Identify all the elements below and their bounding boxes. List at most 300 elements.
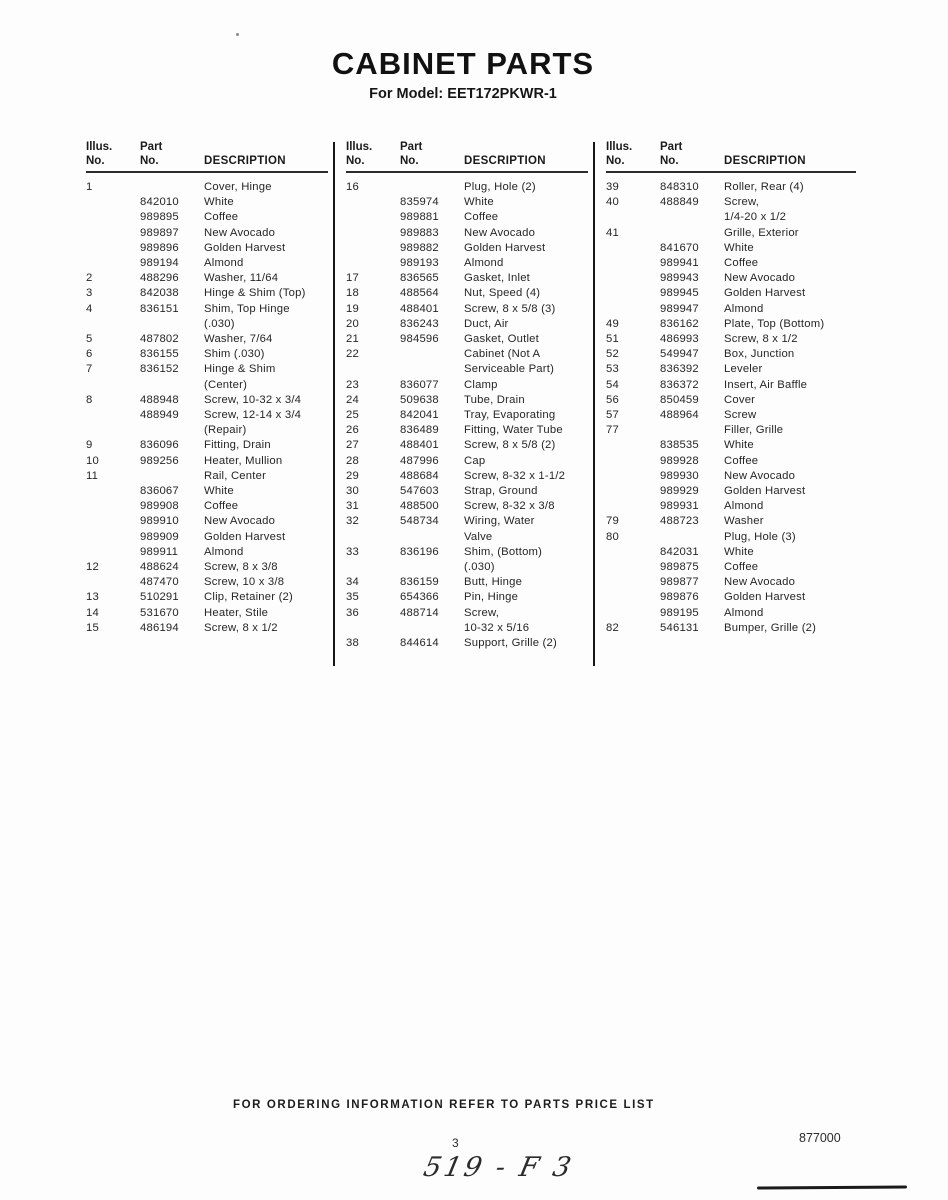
- table-row: [86, 438, 328, 453]
- illus-cell: [86, 545, 140, 560]
- table-row: [86, 195, 328, 210]
- table-row: [346, 362, 588, 377]
- part-cell: 488624: [140, 561, 179, 574]
- illus-cell: [606, 499, 660, 514]
- desc-cell: 1/4-20 x 1/2: [724, 211, 787, 224]
- handwritten-note: 519 - F 3: [420, 1152, 577, 1183]
- table-row: [606, 545, 856, 560]
- parts-column-1: [86, 140, 328, 636]
- part-cell: 488684: [400, 469, 439, 482]
- part-cell: 989256: [140, 454, 179, 467]
- column-rows: [86, 173, 328, 636]
- part-cell: 989943: [660, 272, 699, 285]
- illus-cell: [606, 454, 660, 469]
- illus-cell: 33: [346, 545, 359, 558]
- part-no-header: [660, 140, 724, 168]
- illus-cell: [606, 271, 660, 286]
- part-cell: [400, 362, 464, 377]
- table-row: [606, 530, 856, 545]
- desc-cell: Box, Junction: [724, 348, 795, 361]
- table-row: [606, 499, 856, 514]
- table-row: [86, 226, 328, 241]
- table-row: [606, 514, 856, 529]
- table-row: [86, 514, 328, 529]
- illus-header-line2: No.: [86, 155, 105, 167]
- part-cell: 835974: [400, 196, 439, 209]
- table-row: [346, 438, 588, 453]
- illus-cell: [86, 514, 140, 529]
- table-row: [86, 362, 328, 377]
- illus-cell: [86, 226, 140, 241]
- doc-number: 877000: [799, 1131, 841, 1145]
- part-cell: 836243: [400, 317, 439, 330]
- illus-cell: 22: [346, 348, 359, 361]
- illus-cell: 16: [346, 181, 359, 193]
- illus-cell: [606, 590, 660, 605]
- table-row: [346, 195, 588, 210]
- table-row: [346, 469, 588, 484]
- part-cell: [400, 347, 464, 362]
- illus-cell: 53: [606, 363, 619, 376]
- desc-cell: Shim (.030): [204, 348, 265, 361]
- desc-cell: Screw,: [464, 606, 500, 619]
- desc-cell: Fitting, Water Tube: [464, 424, 563, 437]
- desc-cell: Valve: [464, 530, 493, 543]
- illus-cell: 20: [346, 317, 359, 330]
- part-header-line2: No.: [140, 155, 159, 167]
- table-row: [606, 241, 856, 256]
- table-row: [606, 423, 856, 438]
- part-cell: 989877: [660, 576, 699, 589]
- desc-cell: Cover: [724, 393, 756, 406]
- desc-cell: Nut, Speed (4): [464, 287, 541, 300]
- part-cell: [660, 423, 724, 438]
- table-row: [86, 545, 328, 560]
- desc-cell: White: [724, 241, 754, 254]
- desc-cell: Screw, 8 x 5/8 (3): [464, 302, 556, 315]
- page-title: CABINET PARTS: [331, 46, 595, 81]
- desc-cell: 10-32 x 5/16: [464, 621, 530, 634]
- illus-cell: 12: [86, 561, 99, 574]
- table-row: [86, 575, 328, 590]
- desc-cell: Screw, 12-14 x 3/4: [204, 409, 302, 422]
- part-cell: [400, 180, 464, 195]
- part-cell: 488401: [400, 302, 439, 315]
- part-cell: 836155: [140, 348, 179, 361]
- column-header: [346, 140, 588, 173]
- desc-cell: Tube, Drain: [464, 393, 525, 406]
- illus-header-line1: Illus.: [606, 141, 633, 153]
- desc-cell: Bumper, Grille (2): [724, 621, 817, 634]
- table-row: [606, 332, 856, 347]
- part-cell: 654366: [400, 591, 439, 604]
- illus-cell: 24: [346, 393, 359, 406]
- part-cell: 989895: [140, 211, 179, 224]
- desc-cell: New Avocado: [724, 469, 796, 482]
- illus-cell: 19: [346, 302, 359, 315]
- desc-cell: Golden Harvest: [464, 241, 546, 254]
- table-row: [86, 180, 328, 195]
- table-row: [346, 514, 588, 529]
- illus-cell: 8: [86, 393, 93, 406]
- desc-cell: Fitting, Drain: [204, 439, 271, 452]
- part-no-header: [140, 140, 204, 168]
- part-cell: 842031: [660, 545, 699, 558]
- illus-cell: [346, 195, 400, 210]
- part-cell: 836489: [400, 424, 439, 437]
- desc-cell: Screw, 8 x 1/2: [204, 621, 278, 634]
- desc-cell: Screw, 8 x 1/2: [724, 333, 798, 346]
- table-row: [346, 393, 588, 408]
- part-cell: 836067: [140, 485, 179, 498]
- part-cell: 989929: [660, 485, 699, 498]
- desc-cell: Screw, 10 x 3/8: [204, 576, 285, 589]
- desc-cell: Plug, Hole (3): [724, 530, 796, 543]
- illus-header-line1: Illus.: [346, 141, 373, 153]
- part-cell: 848310: [660, 181, 699, 193]
- scan-artifact: [236, 33, 239, 36]
- desc-cell: Gasket, Outlet: [464, 333, 540, 346]
- illus-cell: [606, 469, 660, 484]
- part-header-line2: No.: [660, 155, 679, 167]
- table-row: [606, 362, 856, 377]
- part-cell: 488564: [400, 287, 439, 300]
- table-row: [346, 210, 588, 225]
- part-cell: 488949: [140, 409, 179, 422]
- table-row: [606, 302, 856, 317]
- table-row: [606, 590, 856, 605]
- desc-cell: New Avocado: [204, 515, 276, 528]
- part-cell: 989193: [400, 257, 439, 270]
- part-cell: [140, 423, 204, 438]
- illus-no-header: [346, 140, 400, 168]
- ordering-note: FOR ORDERING INFORMATION REFER TO PARTS PRICE LIST: [233, 1099, 655, 1111]
- illus-cell: 31: [346, 500, 359, 513]
- part-cell: [400, 621, 464, 636]
- illus-cell: [346, 560, 400, 575]
- illus-cell: 41: [606, 226, 619, 239]
- part-cell: 844614: [400, 637, 439, 650]
- illus-cell: 11: [86, 469, 99, 482]
- illus-cell: [606, 256, 660, 271]
- part-cell: 989881: [400, 211, 439, 224]
- part-cell: 989876: [660, 591, 699, 604]
- desc-cell: (Repair): [204, 424, 247, 437]
- illus-cell: [86, 256, 140, 271]
- illus-cell: [86, 575, 140, 590]
- part-cell: 488964: [660, 409, 699, 422]
- part-cell: 487996: [400, 454, 439, 467]
- illus-cell: [346, 621, 400, 636]
- desc-cell: Almond: [724, 500, 764, 513]
- illus-cell: [346, 241, 400, 256]
- table-row: [86, 408, 328, 423]
- table-row: [86, 606, 328, 621]
- model-subtitle: For Model: EET172PKWR-1: [369, 86, 557, 102]
- desc-cell: New Avocado: [724, 272, 796, 285]
- desc-cell: Heater, Stile: [204, 606, 269, 619]
- desc-cell: Support, Grille (2): [464, 637, 557, 650]
- illus-cell: 49: [606, 317, 619, 330]
- part-header-line2: No.: [400, 155, 419, 167]
- part-cell: 531670: [140, 606, 179, 619]
- illus-cell: 21: [346, 333, 359, 346]
- part-cell: 836096: [140, 439, 179, 452]
- illus-cell: 9: [86, 439, 93, 452]
- illus-cell: [86, 317, 140, 332]
- table-row: [606, 393, 856, 408]
- table-row: [346, 378, 588, 393]
- scan-line-artifact: [757, 1185, 907, 1189]
- illus-cell: [86, 423, 140, 438]
- illus-cell: [606, 575, 660, 590]
- illus-cell: 32: [346, 515, 359, 528]
- part-header-line1: Part: [660, 141, 683, 153]
- illus-header-line2: No.: [346, 155, 365, 167]
- table-row: [606, 469, 856, 484]
- part-cell: 989875: [660, 561, 699, 574]
- table-row: [606, 347, 856, 362]
- desc-cell: Insert, Air Baffle: [724, 378, 808, 391]
- table-row: [86, 210, 328, 225]
- column-divider: [333, 142, 335, 666]
- table-row: [346, 286, 588, 301]
- table-row: [86, 286, 328, 301]
- part-cell: 989911: [140, 545, 179, 558]
- table-row: [606, 210, 856, 225]
- part-cell: 836392: [660, 363, 699, 376]
- part-cell: 488500: [400, 500, 439, 513]
- illus-cell: [346, 362, 400, 377]
- desc-cell: Butt, Hinge: [464, 576, 523, 589]
- part-cell: 486993: [660, 333, 699, 346]
- illus-cell: 13: [86, 591, 99, 604]
- column-rows: [346, 173, 588, 651]
- table-row: [606, 575, 856, 590]
- parts-column-2: [346, 140, 588, 651]
- illus-cell: 57: [606, 409, 619, 422]
- illus-cell: 30: [346, 485, 359, 498]
- illus-cell: [86, 530, 140, 545]
- illus-cell: 15: [86, 621, 99, 634]
- table-row: [606, 606, 856, 621]
- desc-cell: Screw, 8 x 5/8 (2): [464, 439, 556, 452]
- part-cell: 836077: [400, 378, 439, 391]
- illus-cell: [606, 606, 660, 621]
- part-cell: 841670: [660, 241, 699, 254]
- illus-cell: [86, 241, 140, 256]
- desc-cell: Roller, Rear (4): [724, 181, 804, 193]
- desc-cell: Leveler: [724, 363, 763, 376]
- table-row: [86, 347, 328, 362]
- desc-cell: Heater, Mullion: [204, 454, 283, 467]
- table-row: [86, 484, 328, 499]
- part-cell: 838535: [660, 439, 699, 452]
- part-cell: 989945: [660, 287, 699, 300]
- desc-cell: White: [204, 485, 234, 498]
- part-cell: [660, 210, 724, 225]
- desc-cell: Golden Harvest: [724, 485, 806, 498]
- part-cell: 842010: [140, 196, 179, 209]
- illus-cell: 2: [86, 272, 93, 285]
- table-row: [606, 454, 856, 469]
- desc-cell: Coffee: [464, 211, 499, 224]
- table-row: [346, 484, 588, 499]
- illus-cell: [606, 438, 660, 453]
- desc-cell: Shim, (Bottom): [464, 545, 543, 558]
- table-row: [86, 393, 328, 408]
- table-row: [86, 590, 328, 605]
- desc-cell: Cover, Hinge: [204, 181, 272, 193]
- part-cell: 509638: [400, 393, 439, 406]
- desc-cell: (.030): [464, 561, 495, 574]
- desc-cell: Screw,: [724, 196, 760, 209]
- illus-cell: 5: [86, 333, 93, 346]
- table-row: [346, 256, 588, 271]
- table-row: [86, 378, 328, 393]
- illus-cell: 26: [346, 424, 359, 437]
- part-cell: 989930: [660, 469, 699, 482]
- illus-cell: 40: [606, 196, 619, 209]
- desc-cell: Almond: [204, 545, 244, 558]
- part-cell: 487802: [140, 333, 179, 346]
- desc-cell: Golden Harvest: [724, 591, 806, 604]
- illus-cell: 79: [606, 515, 619, 528]
- illus-cell: 35: [346, 591, 359, 604]
- table-row: [346, 454, 588, 469]
- illus-cell: 56: [606, 393, 619, 406]
- part-cell: 842038: [140, 287, 179, 300]
- desc-cell: Rail, Center: [204, 469, 267, 482]
- part-cell: 836162: [660, 317, 699, 330]
- table-row: [346, 332, 588, 347]
- table-row: [606, 560, 856, 575]
- desc-cell: Almond: [724, 302, 764, 315]
- table-row: [346, 499, 588, 514]
- desc-cell: Coffee: [204, 211, 239, 224]
- illus-cell: [606, 560, 660, 575]
- part-cell: 836565: [400, 272, 439, 285]
- illus-cell: [346, 226, 400, 241]
- desc-cell: Coffee: [724, 257, 759, 270]
- desc-cell: Filler, Grille: [724, 424, 784, 437]
- desc-cell: Screw, 8-32 x 3/8: [464, 500, 555, 513]
- part-cell: 989947: [660, 302, 699, 315]
- description-header: DESCRIPTION: [464, 155, 546, 167]
- part-cell: 984596: [400, 333, 439, 346]
- illus-cell: 23: [346, 378, 359, 391]
- table-row: [606, 621, 856, 636]
- part-cell: 836152: [140, 363, 179, 376]
- part-cell: 488714: [400, 606, 439, 619]
- table-row: [346, 545, 588, 560]
- part-cell: 488296: [140, 272, 179, 285]
- part-cell: 548734: [400, 515, 439, 528]
- part-cell: 989194: [140, 257, 179, 270]
- table-row: [86, 423, 328, 438]
- table-row: [346, 302, 588, 317]
- table-row: [346, 226, 588, 241]
- illus-cell: [86, 484, 140, 499]
- table-row: [346, 347, 588, 362]
- part-cell: 989908: [140, 500, 179, 513]
- illus-cell: 10: [86, 454, 99, 467]
- table-row: [606, 195, 856, 210]
- desc-cell: Plate, Top (Bottom): [724, 317, 825, 330]
- table-row: [346, 621, 588, 636]
- column-rows: [606, 173, 856, 636]
- illus-cell: [606, 241, 660, 256]
- desc-cell: Golden Harvest: [204, 530, 286, 543]
- desc-cell: Gasket, Inlet: [464, 272, 531, 285]
- part-cell: 989910: [140, 515, 179, 528]
- part-cell: 989897: [140, 226, 179, 239]
- illus-cell: 27: [346, 439, 359, 452]
- illus-cell: 25: [346, 409, 359, 422]
- page-number: 3: [452, 1136, 459, 1150]
- desc-cell: Pin, Hinge: [464, 591, 519, 604]
- table-row: [346, 271, 588, 286]
- illus-cell: [86, 210, 140, 225]
- part-cell: 486194: [140, 621, 179, 634]
- part-cell: [400, 560, 464, 575]
- illus-cell: 18: [346, 287, 359, 300]
- desc-cell: (.030): [204, 317, 235, 330]
- part-cell: 842041: [400, 409, 439, 422]
- desc-cell: Washer, 11/64: [204, 272, 279, 285]
- illus-no-header: [606, 140, 660, 168]
- illus-cell: 1: [86, 181, 93, 193]
- column-header: [606, 140, 856, 173]
- illus-cell: 82: [606, 621, 619, 634]
- desc-cell: Clamp: [464, 378, 498, 391]
- part-cell: 989931: [660, 500, 699, 513]
- table-row: [86, 621, 328, 636]
- part-cell: 488401: [400, 439, 439, 452]
- illus-cell: [346, 530, 400, 545]
- table-row: [346, 180, 588, 195]
- desc-cell: White: [724, 439, 754, 452]
- part-cell: [140, 378, 204, 393]
- desc-cell: Screw, 8 x 3/8: [204, 561, 278, 574]
- desc-cell: Almond: [204, 257, 244, 270]
- illus-cell: 80: [606, 530, 619, 543]
- illus-cell: 77: [606, 424, 619, 437]
- desc-cell: (Center): [204, 378, 248, 391]
- table-row: [346, 423, 588, 438]
- table-row: [86, 560, 328, 575]
- illus-cell: 28: [346, 454, 359, 467]
- table-row: [346, 560, 588, 575]
- part-cell: [660, 530, 724, 545]
- desc-cell: Almond: [464, 257, 504, 270]
- table-row: [606, 286, 856, 301]
- illus-cell: 54: [606, 378, 619, 391]
- table-row: [86, 302, 328, 317]
- table-row: [86, 499, 328, 514]
- part-cell: [400, 530, 464, 545]
- illus-header-line2: No.: [606, 155, 625, 167]
- table-row: [86, 530, 328, 545]
- table-row: [86, 454, 328, 469]
- desc-cell: Hinge & Shim: [204, 363, 276, 376]
- desc-cell: Grille, Exterior: [724, 226, 799, 239]
- desc-cell: Washer: [724, 515, 764, 528]
- illus-no-header: [86, 140, 140, 168]
- illus-cell: 34: [346, 576, 359, 589]
- illus-cell: 3: [86, 287, 93, 300]
- illus-cell: 52: [606, 348, 619, 361]
